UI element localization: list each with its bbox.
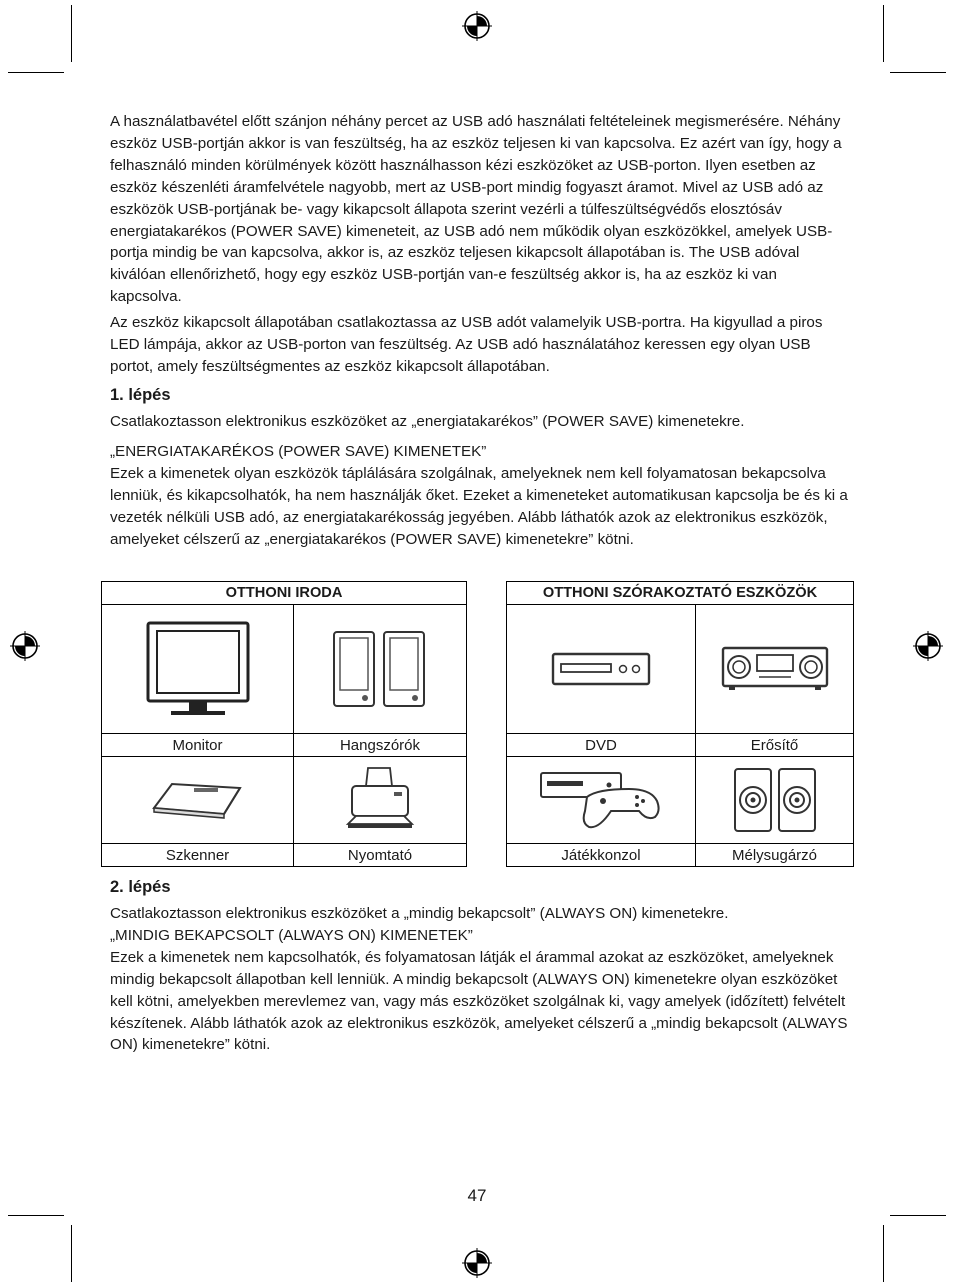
step2-text xyxy=(110,903,848,1056)
dvd-player-icon xyxy=(551,652,651,686)
device-label-printer: Nyomtató xyxy=(294,844,467,867)
step2-outputs-body: Ezek a kimenetek nem kapcsolhatók, és folyamatosan látják el árammal azokat az eszközöket, amelyeknek mindig bekapcsolt állapotban kell lenniük. A mindig bekapcsolt (ALWAYS ON) kimenetekre olyan eszközöket kell kötni, amelyekben merevlemez van, vagy más eszközöket szolgálnak ki, vagy amelyek (időzített) felvételt készítenek. Alább láthatók azok az elektronikus eszközök, amelyeket célszerű a „mindig bekapcsolt (ALWAYS ON) kimenetekre” kötni. xyxy=(110,948,848,1054)
crop-mark xyxy=(71,1225,72,1282)
device-label-speakers: Hangszórók xyxy=(294,734,467,757)
device-label-game-console: Játékkonzol xyxy=(507,844,696,867)
crop-mark xyxy=(8,72,64,73)
page-number: 47 xyxy=(467,1186,487,1205)
registration-mark-icon xyxy=(462,1248,492,1278)
amplifier-icon xyxy=(721,646,829,692)
registration-mark-icon xyxy=(10,631,40,661)
registration-mark-icon xyxy=(913,631,943,661)
subwoofer-icon xyxy=(733,767,817,833)
crop-mark xyxy=(890,72,946,73)
step2-paragraph-1: Csatlakoztasson elektronikus eszközöket a „mindig bekapcsolt” (ALWAYS ON) kimenetekre. xyxy=(110,905,729,922)
step1-outputs-body: Ezek a kimenetek olyan eszközök táplálására szolgálnak, amelyeknek nem kell folyamatosan bekapcsolva lenniük, és kikapcsolhatók, ha nem használják őket. Ezeket a kimeneteket automatikusan kapcsolja be és ki a vezeték nélküli USB adó, az energiatakarékosság jegyében. Alább láthatók azok az elektronikus eszközök, amelyeket célszerű az „energiatakarékos (POWER SAVE) kimenetekre” kötni. xyxy=(110,464,848,548)
step1-outputs-title: „ENERGIATAKARÉKOS (POWER SAVE) KIMENETEK” xyxy=(110,442,487,460)
device-label-amplifier: Erősítő xyxy=(696,734,854,757)
step2-outputs-title: „MINDIG BEKAPCSOLT (ALWAYS ON) KIMENETEK” xyxy=(110,926,473,944)
crop-mark xyxy=(8,1215,64,1216)
step1-heading: 1. lépés xyxy=(110,386,171,404)
registration-mark-icon xyxy=(462,11,492,41)
intro-paragraph-1: A használatbavétel előtt szánjon néhány percet az USB adó használati feltételeinek megismerésére. Néhány eszköz USB-portján akkor is van feszültség, ha az eszköz teljesen ki van kapcsolva. Ez azért van így, hogy a felhasználó minden körülmények között használhasson kézi eszközöket az USB-porton. Ilyen esetben az eszköz készenléti áramfelvétele nagyobb, mert az USB-port mindig fogyaszt áramot. Mivel az USB adó az eszközök USB-portjának be- vagy kikapcsolt állapota szerint vezérli a túlfeszültségvédős elosztósáv energiatakarékos (POWER SAVE) kimeneteit, az USB adó nem működik olyan eszközökkel, amelyek USB-portja mindig be van kapcsolva, akkor is, az eszköz teljesen kikapcsolt állapotában is. The USB adóval kiválóan ellenőrizhető, hogy egy eszköz USB-portján van-e feszültség akkor is, ha az eszköz ki van kapcsolva. xyxy=(110,113,842,306)
device-label-subwoofer: Mélysugárzó xyxy=(696,844,854,867)
home-office-header: OTTHONI IRODA xyxy=(102,582,467,605)
step1-text xyxy=(110,411,848,550)
crop-mark xyxy=(883,5,884,62)
home-entertainment-table xyxy=(506,581,854,867)
intro-paragraph-2: Az eszköz kikapcsolt állapotában csatlakoztassa az USB adót valamelyik USB-portra. Ha kigyullad a piros LED lámpája, akkor az USB-porton van feszültség. Az USB adó használatához keressen egy olyan USB portot, amely feszültségmentes az eszköz kikapcsolt állapotában. xyxy=(110,314,823,375)
home-office-table xyxy=(101,581,467,867)
crop-mark xyxy=(71,5,72,62)
step1-paragraph-1: Csatlakoztasson elektronikus eszközöket az „energiatakarékos” (POWER SAVE) kimenetekre. xyxy=(110,413,745,430)
crop-mark xyxy=(890,1215,946,1216)
speakers-icon xyxy=(330,628,430,710)
printer-icon xyxy=(344,764,416,836)
monitor-icon xyxy=(143,619,253,719)
game-console-icon xyxy=(539,767,663,833)
device-label-monitor: Monitor xyxy=(102,734,294,757)
scanner-icon xyxy=(150,778,246,822)
device-label-scanner: Szkenner xyxy=(102,844,294,867)
crop-mark xyxy=(883,1225,884,1282)
intro-text xyxy=(110,111,848,378)
home-entertainment-header: OTTHONI SZÓRAKOZTATÓ ESZKÖZÖK xyxy=(507,582,854,605)
device-label-dvd: DVD xyxy=(507,734,696,757)
step2-heading: 2. lépés xyxy=(110,878,171,896)
